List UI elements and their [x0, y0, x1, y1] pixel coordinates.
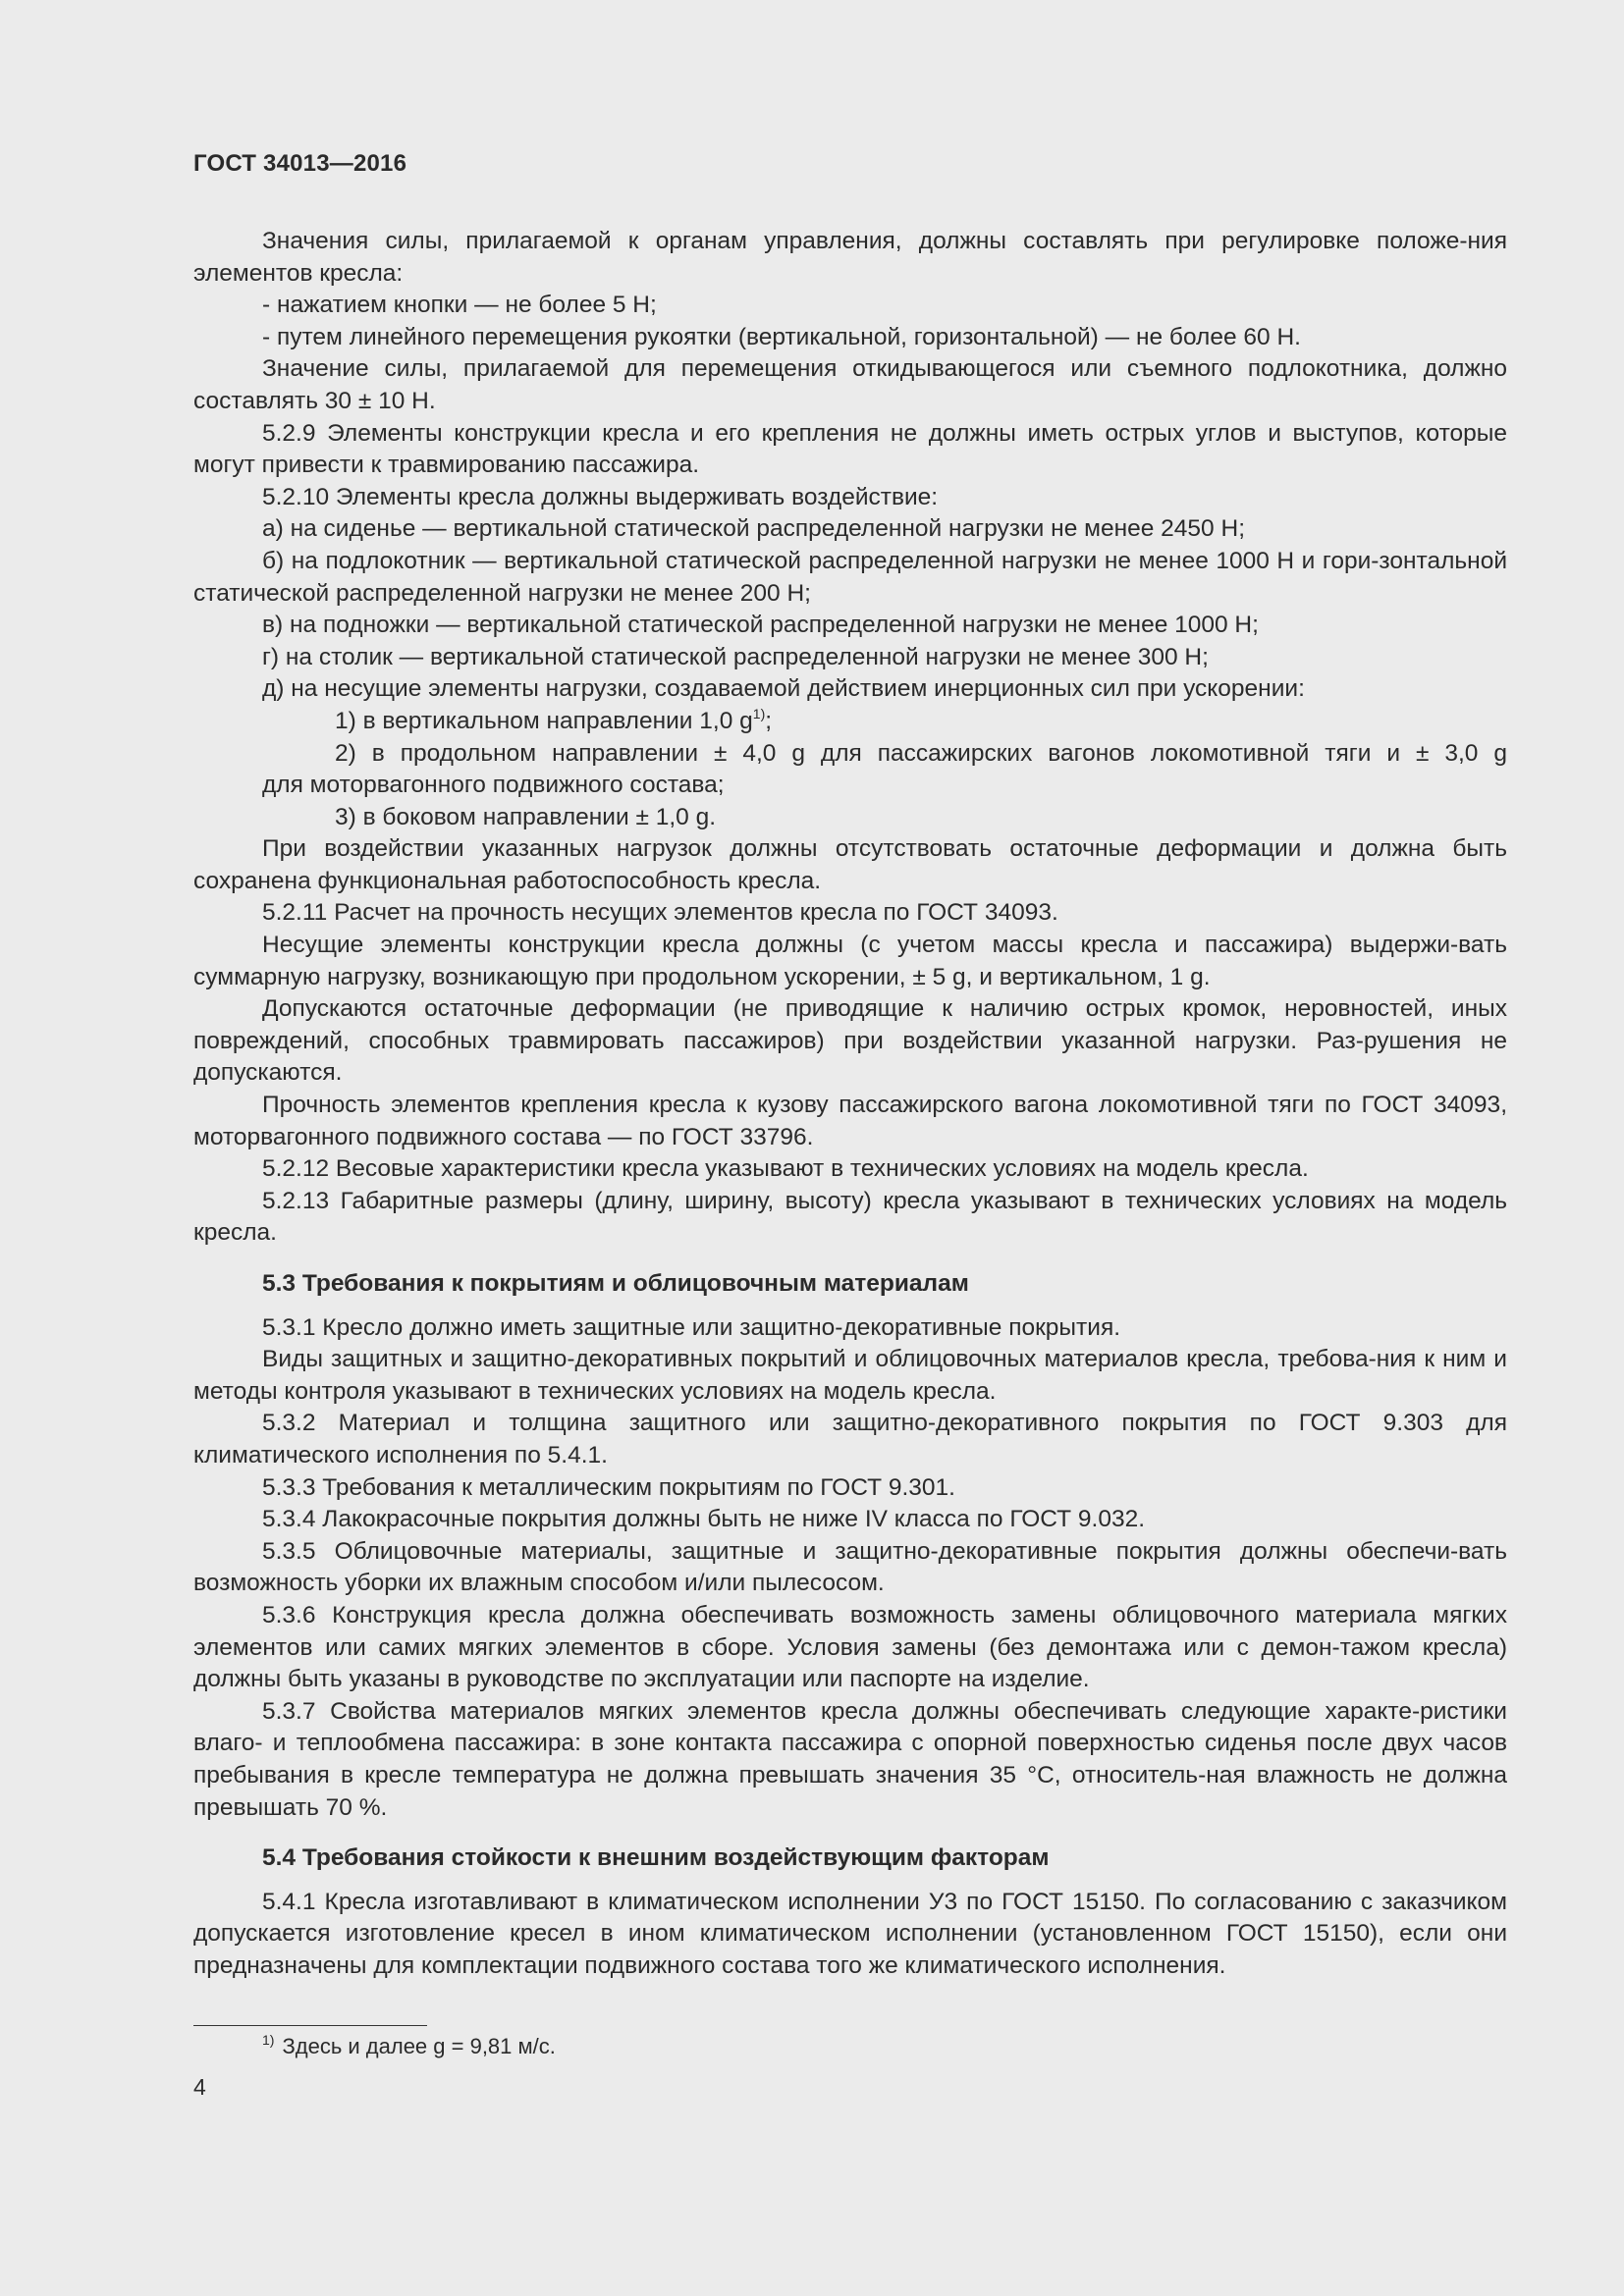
- paragraph: Прочность элементов крепления кресла к кузову пассажирского вагона локомотивной тяги по ГОСТ 34093, моторвагонного подвижного состава — по ГОСТ 33796.: [193, 1092, 1507, 1150]
- document-body: [193, 226, 1507, 1982]
- footnote-text: Здесь и далее g = 9,81 м/с.: [282, 2034, 556, 2058]
- clause-5-3-7: 5.3.7 Свойства материалов мягких элементов кресла должны обеспечивать следующие характе-ристики влаго- и теплообмена пассажира: в зоне контакта пассажира с опорной поверхностью сиденья после двух часов пребывания в кресле температура не должна превышать значения 35 °С, относитель-ная влажность не должна превышать 70 %.: [193, 1697, 1507, 1821]
- clause-5-3-2: 5.3.2 Материал и толщина защитного или защитно-декоративного покрытия по ГОСТ 9.303 для климатического исполнения по 5.4.1.: [193, 1410, 1507, 1468]
- clause-5-2-10: 5.2.10 Элементы кресла должны выдерживать воздействие:: [262, 483, 939, 510]
- sub-list-item-text: 1) в вертикальном направлении 1,0 g: [335, 707, 753, 734]
- paragraph: При воздействии указанных нагрузок должны отсутствовать остаточные деформации и должна быть сохранена функциональная работоспособность кресла.: [193, 835, 1507, 894]
- paragraph: Значение силы, прилагаемой для перемещения откидывающегося или съемного подлокотника, должно составлять 30 ± 10 Н.: [193, 355, 1507, 414]
- clause-5-3-1: 5.3.1 Кресло должно иметь защитные или защитно-декоративные покрытия.: [262, 1313, 1121, 1341]
- list-item: а) на сиденье — вертикальной статической распределенной нагрузки не менее 2450 Н;: [262, 515, 1245, 543]
- section-heading-5-3: 5.3 Требования к покрытиям и облицовочным материалам: [262, 1270, 969, 1297]
- clause-5-3-3: 5.3.3 Требования к металлическим покрытиям по ГОСТ 9.301.: [262, 1473, 955, 1501]
- document-header: ГОСТ 34013—2016: [193, 150, 407, 177]
- clause-5-4-1: 5.4.1 Кресла изготавливают в климатическом исполнении У3 по ГОСТ 15150. По согласованию с заказчиком допускается изготовление кресел в ином климатическом исполнении (установленном ГОСТ 15150), если они предназначены для комплектации подвижного состава того же климатического исполнения.: [193, 1888, 1507, 1979]
- footnote-divider: [193, 2025, 427, 2026]
- sub-list-item-end: ;: [765, 707, 773, 734]
- clause-5-2-9: 5.2.9 Элементы конструкции кресла и его крепления не должны иметь острых углов и выступов, которые могут привести к травмированию пассажира.: [193, 419, 1507, 479]
- paragraph: Допускаются остаточные деформации (не приводящие к наличию острых кромок, неровностей, иных повреждений, способных травмировать пассажиров) при воздействии указанной нагрузки. Раз-рушения не допускаются.: [193, 995, 1507, 1087]
- sub-list-item-continuation: для моторвагонного подвижного состава;: [262, 772, 725, 799]
- list-item: - нажатием кнопки — не более 5 Н;: [262, 292, 657, 319]
- list-item: - путем линейного перемещения рукоятки (вертикальной, горизонтальной) — не более 60 Н.: [262, 323, 1301, 350]
- page-number: 4: [193, 2074, 206, 2100]
- paragraph: Несущие элементы конструкции кресла должны (с учетом массы кресла и пассажира) выдержи-вать суммарную нагрузку, возникающую при продольном ускорении, ± 5 g, и вертикальном, 1 g.: [193, 932, 1507, 990]
- footnote: [262, 2032, 556, 2061]
- sub-list-item: [193, 706, 1507, 738]
- sub-list-item: 2) в продольном направлении ± 4,0 g для пассажирских вагонов локомотивной тяги и ± 3,0 g: [335, 739, 1507, 767]
- clause-5-3-6: 5.3.6 Конструкция кресла должна обеспечивать возможность замены облицовочного материала мягких элементов или самих мягких элементов в сборе. Условия замены (без демонтажа или с демон-тажом кресла) должны быть указаны в руководстве по эксплуатации или паспорте на изделие.: [193, 1601, 1507, 1693]
- clause-5-2-11: 5.2.11 Расчет на прочность несущих элементов кресла по ГОСТ 34093.: [262, 899, 1058, 927]
- footnote-ref: 1): [752, 705, 766, 721]
- clause-5-3-4: 5.3.4 Лакокрасочные покрытия должны быть не ниже IV класса по ГОСТ 9.032.: [262, 1506, 1146, 1533]
- clause-5-2-13: 5.2.13 Габаритные размеры (длину, ширину, высоту) кресла указывают в технических условиях на модель кресла.: [193, 1187, 1507, 1247]
- list-item: в) на подножки — вертикальной статической распределенной нагрузки не менее 1000 Н;: [262, 612, 1259, 639]
- clause-5-3-5: 5.3.5 Облицовочные материалы, защитные и защитно-декоративные покрытия должны обеспечи-вать возможность уборки их влажным способом и/или пылесосом.: [193, 1537, 1507, 1597]
- section-heading-5-4: 5.4 Требования стойкости к внешним воздействующим факторам: [262, 1844, 1050, 1872]
- paragraph: Значения силы, прилагаемой к органам управления, должны составлять при регулировке положе-ния элементов кресла:: [193, 228, 1507, 287]
- list-item: б) на подлокотник — вертикальной статической распределенной нагрузки не менее 1000 Н и гори-зонтальной статической распределенной нагрузки не менее 200 Н;: [193, 547, 1507, 607]
- list-item: г) на столик — вертикальной статической распределенной нагрузки не менее 300 Н;: [262, 643, 1209, 670]
- sub-list-item: 3) в боковом направлении ± 1,0 g.: [335, 803, 717, 830]
- paragraph: Виды защитных и защитно-декоративных покрытий и облицовочных материалов кресла, требова-ния к ним и методы контроля указывают в технических условиях на модель кресла.: [193, 1346, 1507, 1405]
- list-item: д) на несущие элементы нагрузки, создаваемой действием инерционных сил при ускорении:: [262, 675, 1305, 703]
- footnote-marker: 1): [262, 2032, 275, 2048]
- clause-5-2-12: 5.2.12 Весовые характеристики кресла указывают в технических условиях на модель кресла.: [262, 1155, 1309, 1183]
